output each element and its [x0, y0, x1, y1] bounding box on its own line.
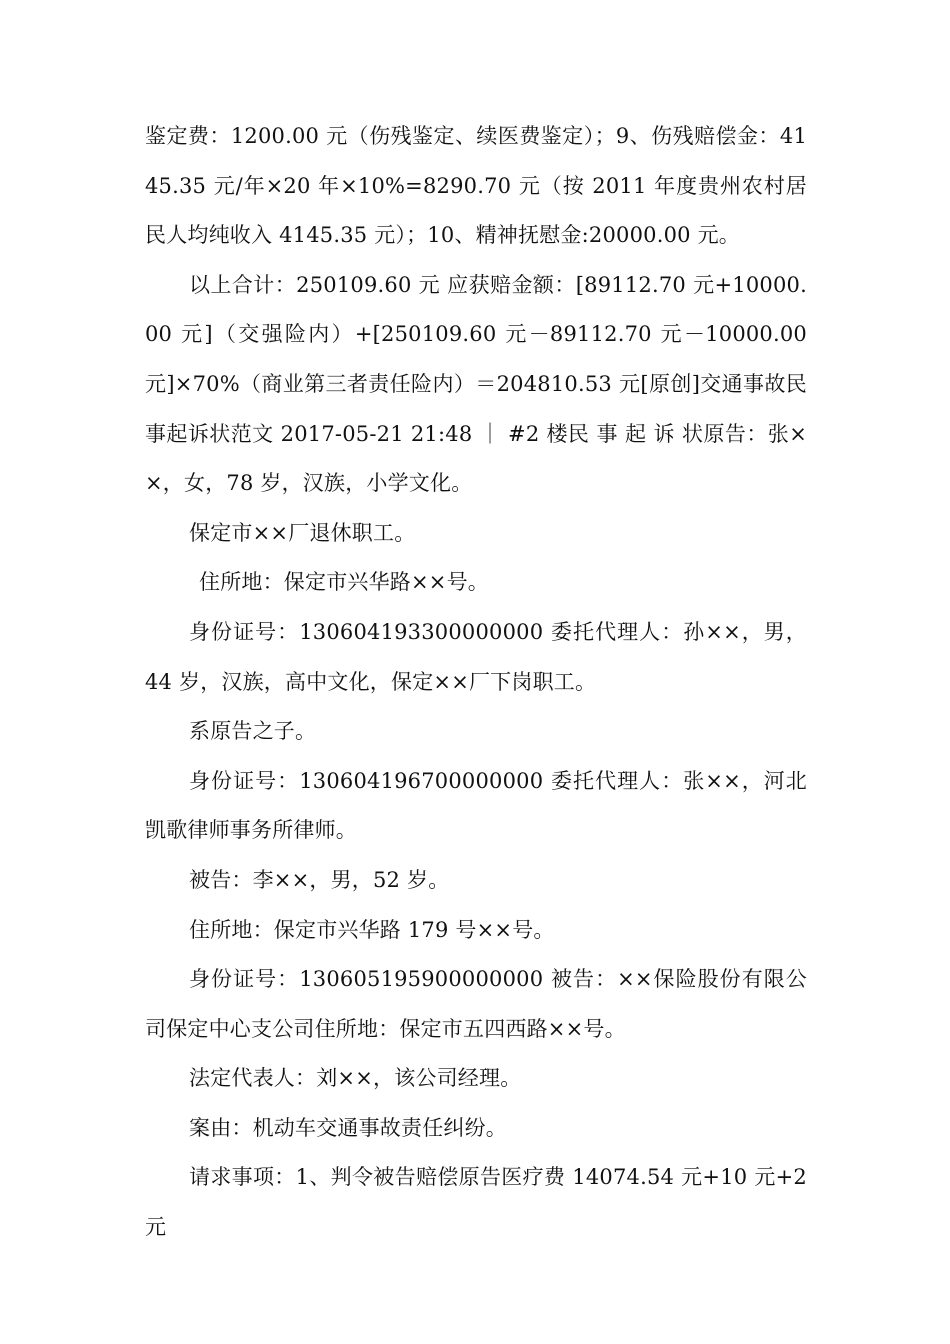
- paragraph-appraisal-fees: 鉴定费：1200.00 元（伤残鉴定、续医费鉴定）；9、伤残赔偿金：4145.35 元/年×20 年×10%=8290.70 元（按 2011 年度贵州农村居民人均纯收入 4145.35 元）；10、精神抚慰金:20000.00 元。: [145, 124, 807, 248]
- paragraph-plaintiff-address: 住所地：保定市兴华路××号。: [199, 570, 489, 595]
- paragraph-defendant-address: 住所地：保定市兴华路 179 号××号。: [189, 917, 555, 942]
- document-body: [145, 112, 807, 1253]
- paragraph-total-compensation: 以上合计：250109.60 元 应获赔金额：[89112.70 元+10000.00 元]（交强险内）+[250109.60 元－89112.70 元－10000.00 元]×70%（商业第三者责任险内）＝204810.53 元[原创]交通事故民事起诉状范文 2017-05-21 21:48 ｜ #2 楼民 事 起 诉 状原告：张××，女，78 岁，汉族，小学文化。: [145, 272, 807, 496]
- paragraph-cause-of-action: 案由：机动车交通事故责任纠纷。: [189, 1115, 507, 1140]
- paragraph-agent-id-lawyer: 身份证号：130604196700000000 委托代理人：张××，河北凯歌律师事务所律师。: [145, 768, 807, 843]
- paragraph-agent-relation: 系原告之子。: [189, 719, 317, 744]
- paragraph-defendant-id-insurer: 身份证号：130605195900000000 被告：××保险股份有限公司保定中心支公司住所地：保定市五四西路××号。: [145, 967, 807, 1041]
- paragraph-claims: 请求事项：1、判令被告赔偿原告医疗费 14074.54 元+10 元+2 元: [145, 1165, 807, 1240]
- paragraph-plaintiff-id-agent: 身份证号：130604193300000000 委托代理人：孙××，男，44 岁，汉族，高中文化，保定××厂下岗职工。: [145, 619, 807, 694]
- paragraph-defendant: 被告：李××，男，52 岁。: [189, 867, 450, 892]
- paragraph-plaintiff-occupation: 保定市××厂退休职工。: [189, 520, 416, 545]
- paragraph-legal-representative: 法定代表人：刘××，该公司经理。: [189, 1066, 522, 1091]
